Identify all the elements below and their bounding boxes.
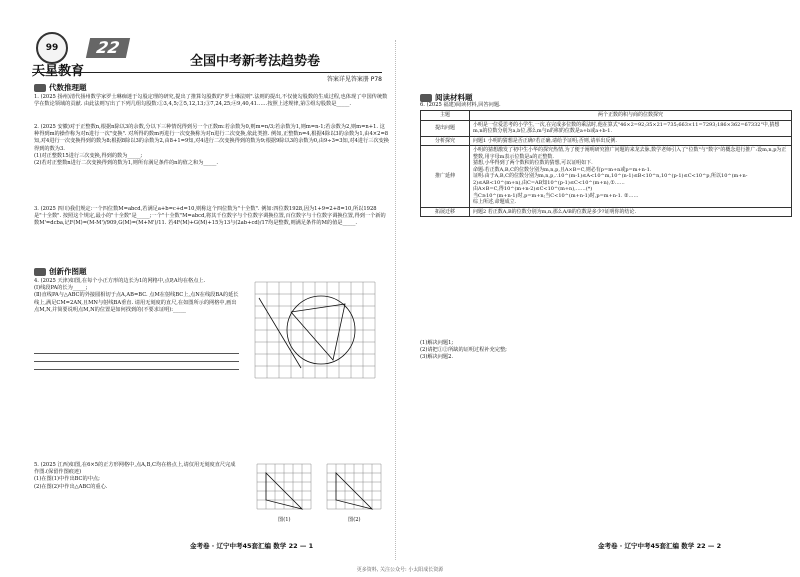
bottom-note: 更多资料, 关注公众号: 小太阳成长资源: [356, 567, 444, 573]
table-body-cell: 小明的猜想激发了初中生小华的探究热情,为了便于阐明研究推广问题的来龙去脉,数学老师引入了"位数"与"数字"的概念进行推广:设m,n,p为正整数,用字母m表示位数是a的正整数. 猜想,小华得到了两个数积的位数的猜想,可以证明如下. 命题:若正数A,B,C的位数分别为m,n,p,且A×B=C,则必有p=m+n或p=m+n-1. 证明:由于A,B,C的位数分别为m,n,p,∴10^(m-1)≤A<10^m,10^(n-1)≤B<10^n,10^(p-1)≤C<10^p,所以10^(m+n-2)≤AB<10^(m+n),由C=AB知10^(p-1)≤C<10^(m+n),①…… 由A×B=C,得10^(m+n-2)≤C<10^(m+n),……(*) 当C≥10^(m+n-1)时,p=m+n;当C<10^(m+n-1)时,p=m+n-1. ②…… 综上所述,命题成立.: [470, 146, 792, 208]
table-topic-cell: 两个正数的积与商的位数探究: [470, 111, 792, 121]
table-row: [421, 207, 792, 217]
footer-left: 金考卷 · 辽宁中考45套汇编 数学 22 — 1: [190, 542, 314, 550]
page-title: 全国中考新考法趋势卷: [189, 54, 320, 69]
answer-lines: [34, 346, 239, 370]
section-heading-text: 代数推理题: [49, 83, 87, 92]
section-heading-1: [34, 82, 87, 93]
table-row: [421, 111, 792, 121]
question-6-tasks: (1)解决问题1; (2)请把①②所缺的证明过程补充完整; (3)解决问题2.: [420, 340, 507, 361]
fig-2-caption: 图(2): [348, 517, 361, 523]
section-heading-text: 创新作图题: [49, 267, 87, 276]
table-body-cell: 小明是一位爱思考的小学生,一次,在完成多位数的乘法时,他在算式"46×2=92;35×21=735;663×11=7293;186×362=67332"中,猜想m,n的位数分别为a,b位,那么m与n的积的位数是a+b或a+b-1.: [470, 120, 792, 136]
footer-right: 金考卷 · 辽宁中考45套汇编 数学 22 — 2: [598, 542, 722, 550]
section-icon: [34, 268, 46, 276]
table-body-cell: 问题2 若正数A,B的位数分别为m,n,那么A/B的位数是多少?证明你的结论.: [470, 207, 792, 217]
section-icon: [34, 84, 46, 92]
title-divider: [32, 72, 382, 73]
fig-1-caption: 图(1): [278, 517, 291, 523]
table-row: [421, 120, 792, 136]
right-page: [400, 0, 800, 577]
answer-line: [34, 346, 239, 354]
section-heading-text: 阅读材料题: [435, 93, 473, 102]
q4-grid-figure: [245, 272, 385, 392]
question-4: 4. (2025 天津)如图,在每个小正方形的边长为1的网格中,点P,A均在格点上. (Ⅰ)线段PA的长为_____; (Ⅱ)直线PA与△ABC的外接圆相切于点A,AB=BC. 点M在射线BC上,点N在线段BA的延长线上,满足CM=2AN,且MN与射线BA垂直. 请用无刻度的直尺,在如图所示的网格中,画出点M,N,并简要说明点M,N的位置是如何找到的(不要求证明):_____: [34, 278, 239, 313]
table-head-cell: 推广延伸: [421, 146, 470, 208]
question-2: 2. (2025 安徽)对于正整数n,根据n除以3的余数,分以下三种情况得到另一个正数m:若余数为0,则m=n/3;若余数为1,则m=n-1;若余数为2,则m=n+1. 这种得到m的操作称为对n进行一次"变换". 对所得的数m再进行一次变换称为对n进行二次变换,依此类推. 例如,正整数n=4,根据4除以3的余数为1,由4×2=8知,对4进行一次变换得到的数为8;根据8除以3的余数为2,由8+1=9知,对4进行二次变换得到的数为9;根据9除以3的余数为0,由9÷3=3知,对4进行三次变换得到的数为3. (1)对正整数15进行三次变换,得到的数为_____; (2)若对正整数n进行二次变换得到的数为1,则所有满足条件的n的值之和为_____.: [34, 124, 389, 167]
reading-material-table: [420, 110, 792, 217]
section-icon: [420, 94, 432, 102]
table-head-cell: 提出问题: [421, 120, 470, 136]
section-heading-2: [34, 266, 87, 277]
logo-number: 99: [45, 43, 59, 53]
page-divider: [395, 40, 396, 560]
q5-figure-1: [255, 462, 315, 518]
brand-name: 天星教育: [32, 64, 85, 79]
table-row: [421, 136, 792, 146]
table-head-cell: 主题: [421, 111, 470, 121]
table-body-cell: 问题1 小明的猜想是否正确?若正确,请给予证明;否则,请举出反例.: [470, 136, 792, 146]
q5-figure-2: [325, 462, 385, 518]
answer-line: [34, 354, 239, 362]
question-5: 5. (2025 江西)如图,在6×5的正方形网格中,点A,B,C均在格点上,请仅用无刻度直尺完成作图.(保留作图痕迹) (1)在图(1)中作出BC的中点; (2)在图(2)中作出△ABC的重心.: [34, 462, 236, 490]
question-3: 3. (2025 四川)我们规定:一个四位数M=abcd,若满足a+b=c+d=10,则称这个四位数为"十全数". 例如:四位数1928,因为1+9=2+8=10,所以1928是"十全数". 按照这个规定,最小的"十全数"是_____;一个"十全数"M=abcd,将其千位数字与个位数字调换位置,百位数字与十位数字调换位置,得到一个新的数M'=dcba,记F(M)=(M-M')/909,G(M)=(M+M')/11. 若4F(M)+G(M)+15为13与(2ab+cd)/17均是整数,则满足条件的M的值是_____.: [34, 206, 386, 227]
answer-note: 答案详见答案册 P78: [326, 76, 382, 83]
table-row: [421, 146, 792, 208]
paper-number-badge: 22: [86, 38, 130, 58]
question-1: 1. (2025 扬州)清代扬州数学家罗士琳痴迷于勾股定理的研究,提出了推算勾股数的"罗士琳法则".法则的提出,不仅使勾股数的生成过程,也体现了中国传统数学在数论领域的贡献. 由此法则写出了下列几组勾股数:①3,4,5;②5,12,13;③7,24,25;④9,40,41……按照上述规律,第⑤组勾股数是_____.: [34, 94, 388, 108]
table-head-cell: 拓展迁移: [421, 207, 470, 217]
answer-line: [34, 362, 239, 370]
table-head-cell: 分析探究: [421, 136, 470, 146]
question-6-intro: 6. (2025 福建)阅读材料,回答问题.: [420, 102, 501, 108]
